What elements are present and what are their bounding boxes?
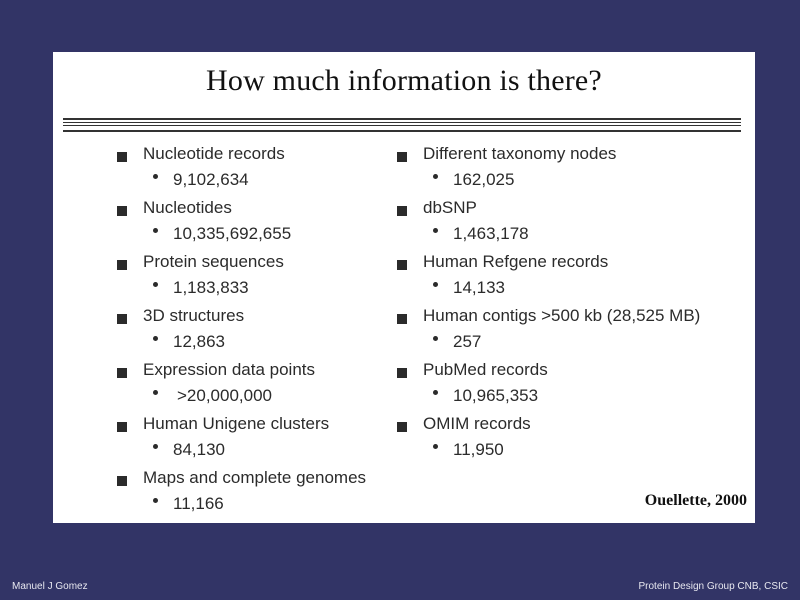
round-bullet-icon: [153, 390, 158, 395]
item-value: 11,166: [173, 494, 224, 513]
square-bullet-icon: [117, 152, 127, 162]
item-label: OMIM records: [423, 414, 531, 433]
square-bullet-icon: [117, 260, 127, 270]
item-label: dbSNP: [423, 198, 477, 217]
round-bullet-icon: [433, 282, 438, 287]
item-value: 162,025: [453, 170, 515, 189]
item-value: 10,335,692,655: [173, 224, 292, 243]
round-bullet-icon: [153, 336, 158, 341]
square-bullet-icon: [117, 206, 127, 216]
item-value: 9,102,634: [173, 170, 249, 189]
square-bullet-icon: [117, 476, 127, 486]
round-bullet-icon: [153, 444, 158, 449]
round-bullet-icon: [153, 174, 158, 179]
round-bullet-icon: [433, 228, 438, 233]
item-label: Human contigs >500 kb (28,525 MB): [423, 306, 701, 325]
square-bullet-icon: [397, 422, 407, 432]
item-label: Different taxonomy nodes: [423, 144, 617, 163]
item-label: Protein sequences: [143, 252, 284, 271]
item-value: 11,950: [453, 440, 504, 459]
footer-author: Manuel J Gomez: [12, 581, 88, 592]
round-bullet-icon: [433, 174, 438, 179]
square-bullet-icon: [397, 368, 407, 378]
title-divider: [63, 118, 741, 132]
item-value: 10,965,353: [453, 386, 539, 405]
round-bullet-icon: [433, 444, 438, 449]
item-label: Human Unigene clusters: [143, 414, 330, 433]
item-label: Nucleotides: [143, 198, 232, 217]
footer-group: Protein Design Group CNB, CSIC: [638, 581, 788, 592]
item-value: 1,183,833: [173, 278, 249, 297]
round-bullet-icon: [433, 390, 438, 395]
item-label: Nucleotide records: [143, 144, 285, 163]
square-bullet-icon: [397, 152, 407, 162]
item-value: 257: [453, 332, 482, 351]
item-value: >20,000,000: [177, 386, 273, 405]
square-bullet-icon: [397, 260, 407, 270]
square-bullet-icon: [117, 368, 127, 378]
square-bullet-icon: [397, 206, 407, 216]
square-bullet-icon: [117, 422, 127, 432]
item-label: 3D structures: [143, 306, 245, 325]
item-value: 14,133: [453, 278, 505, 297]
item-label: Maps and complete genomes: [143, 468, 367, 487]
item-label: Human Refgene records: [423, 252, 609, 271]
round-bullet-icon: [433, 336, 438, 341]
square-bullet-icon: [117, 314, 127, 324]
round-bullet-icon: [153, 228, 158, 233]
round-bullet-icon: [153, 282, 158, 287]
citation: Ouellette, 2000: [644, 492, 747, 509]
square-bullet-icon: [397, 314, 407, 324]
item-value: 1,463,178: [453, 224, 529, 243]
item-label: Expression data points: [143, 360, 315, 379]
item-value: 12,863: [173, 332, 225, 351]
item-label: PubMed records: [423, 360, 548, 379]
round-bullet-icon: [153, 498, 158, 503]
slide-panel: [53, 52, 755, 523]
item-value: 84,130: [173, 440, 225, 459]
slide-title: How much information is there?: [206, 64, 602, 97]
